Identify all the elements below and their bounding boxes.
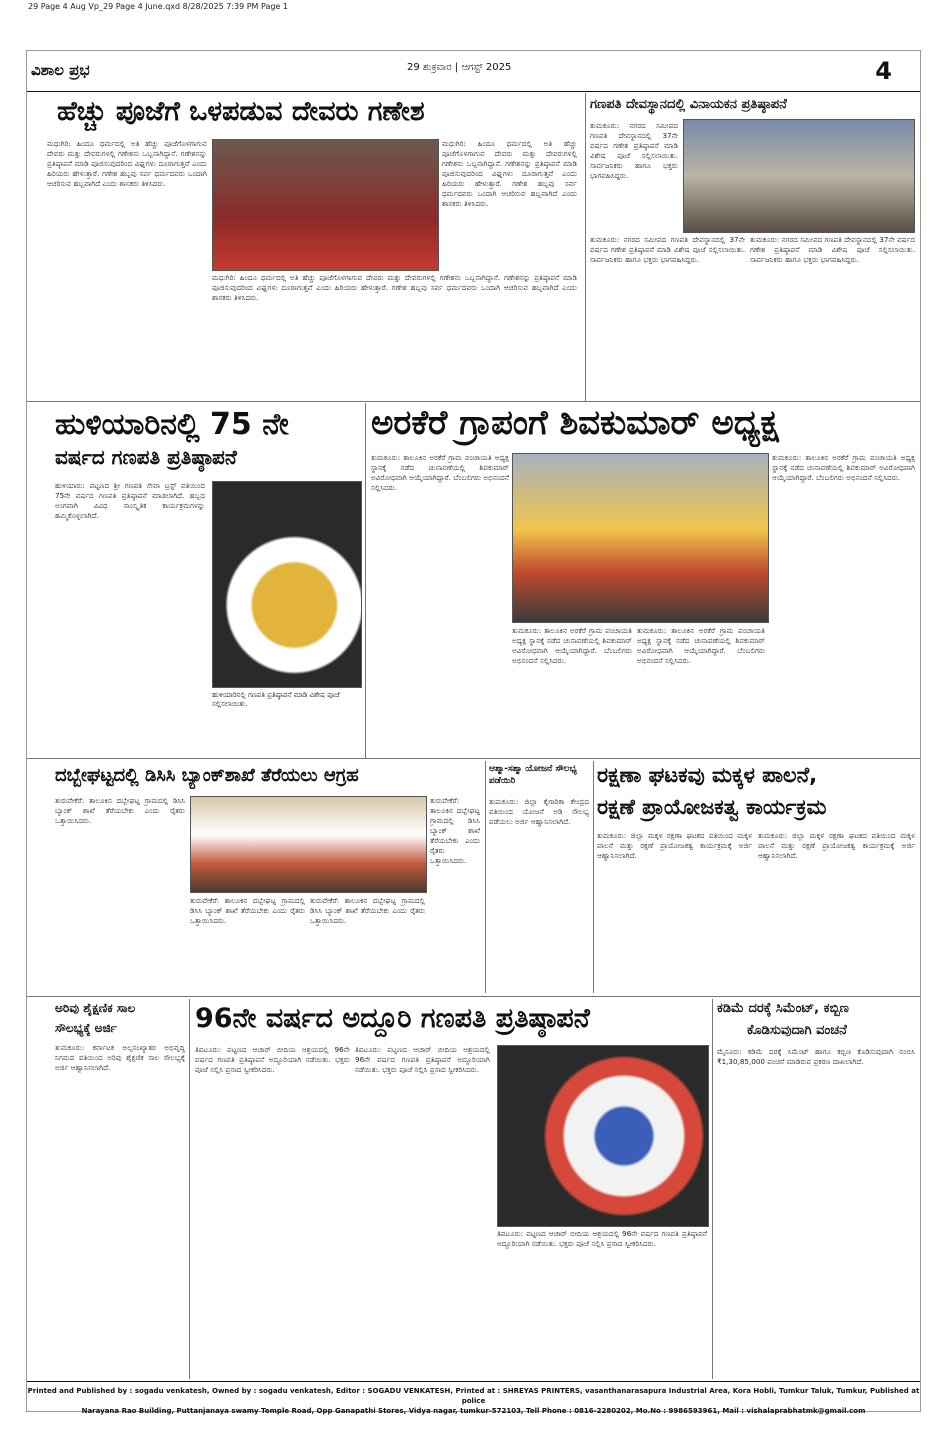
article-5-headline: ದಬ್ಬೇಘಟ್ಟದಲ್ಲಿ ಡಿಸಿಸಿ ಬ್ಯಾಂಕ್‌ಶಾಖೆ ತೆರೆಯಲು ಆಗ್ರಹ <box>55 765 359 786</box>
article-9-body: ತಿಪಟೂರು: ಪಟ್ಟಣದ ಆಚಾರ್ ಬೀದಿಯ ಆಶ್ರಯದಲ್ಲಿ 96ನೇ ವರ್ಷದ ಗಣಪತಿ ಪ್ರತಿಷ್ಠಾಪನೆ ಅದ್ದೂರಿಯಾಗಿ ನಡೆಯಿತು. ಭಕ್ತರು ಪೂಜೆ ಸಲ್ಲಿಸಿ ಪ್ರಸಾದ ಸ್ವೀಕರಿಸಿದರು. <box>195 1045 350 1074</box>
column-rule-2 <box>365 403 366 758</box>
article-8-headline-2: ಸೌಲಭ್ಯಕ್ಕೆ ಅರ್ಜಿ <box>55 1021 117 1035</box>
article-4-body-2: ತುಮಕೂರು: ತಾಲೂಕಿನ ಅರಕೆರೆ ಗ್ರಾಮ ಪಂಚಾಯತಿ ಅಧ್ಯಕ್ಷ ಸ್ಥಾನಕ್ಕೆ ನಡೆದ ಚುನಾವಣೆಯಲ್ಲಿ ಶಿವಕುಮಾರ್ ಅವಿರೋಧವಾಗಿ ಆಯ್ಕೆಯಾಗಿದ್ದಾರೆ. ಬೆಂಬಲಿಗರು ಅಭಿನಂದನೆ ಸಲ್ಲಿಸಿದರು. <box>512 626 632 665</box>
imprint-line-1: Printed and Published by : sogadu venkatesh, Owned by : sogadu venkatesh, Editor : SOGADU VENKATESH, Printed at : SHREYAS PRINTERS, vasanthanarasapura Industrial Area, Kora Hobli, Tumkur Taluk, Tumkur, Published at police <box>27 1387 920 1405</box>
column-rule-3 <box>485 761 486 993</box>
article-4-body-3: ತುಮಕೂರು: ತಾಲೂಕಿನ ಅರಕೆರೆ ಗ್ರಾಮ ಪಂಚಾಯತಿ ಅಧ್ಯಕ್ಷ ಸ್ಥಾನಕ್ಕೆ ನಡೆದ ಚುನಾವಣೆಯಲ್ಲಿ ಶಿವಕುಮಾರ್ ಅವಿರೋಧವಾಗಿ ಆಯ್ಕೆಯಾಗಿದ್ದಾರೆ. ಬೆಂಬಲಿಗರು ಅಭಿನಂದನೆ ಸಲ್ಲಿಸಿದರು. <box>637 626 765 665</box>
crop-header: 29 Page 4 Aug Vp_29 Page 4 June.qxd 8/28/2025 7:39 PM Page 1 <box>28 2 288 11</box>
newspaper-page <box>26 50 921 1415</box>
article-1-headline: ಹೆಚ್ಚು ಪೂಜೆಗೆ ಒಳಪಡುವ ದೇವರು ಗಣೇಶ <box>57 96 425 127</box>
row-rule <box>27 401 920 402</box>
article-1-body-col: ಮಧುಗಿರಿ: ಹಿಂದೂ ಧರ್ಮದಲ್ಲಿ ಅತಿ ಹೆಚ್ಚು ಪೂಜೆಗೊಳಗಾಗುವ ದೇವರು ಮತ್ತು ದೇವರುಗಳಲ್ಲಿ ಗಣೇಶನು ಒಬ್ಬನಾಗಿದ್ದಾನೆ. ಗಣೇಶನನ್ನು ಪ್ರತಿಷ್ಠಾಪನೆ ಮಾಡಿ ಪೂಜಿಸುವುದರಿಂದ ವಿಘ್ನಗಳು ದೂರಾಗುತ್ತವೆ ಎಂದು ಹಿರಿಯರು ಹೇಳುತ್ತಾರೆ. ಗಣೇಶ ಹಬ್ಬವು ಸರ್ವ ಧರ್ಮದವರು ಒಂದಾಗಿ ಆಚರಿಸುವ ಹಬ್ಬವಾಗಿದೆ ಎಂದು ಶಾಸಕರು ತಿಳಿಸಿದರು. <box>442 139 577 208</box>
imprint-line-2: Narayana Rao Building, Puttanjanaya swamy Temple Road, Opp Ganapathi Stores, Vidya nagar, tumkur-572103, Tell Phone : 0816-2280202, Mo.No : 9986593961, Mail : vishalaprabhatmk@gmail.com <box>81 1407 866 1415</box>
article-5-body: ತುರುವೇಕೆರೆ: ತಾಲೂಕಿನ ದಬ್ಬೇಘಟ್ಟ ಗ್ರಾಮದಲ್ಲಿ ಡಿಸಿಸಿ ಬ್ಯಾಂಕ್ ಶಾಖೆ ತೆರೆಯಬೇಕು ಎಂದು ರೈತರು ಒತ್ತಾಯಿಸಿದರು. <box>55 796 185 825</box>
article-5-body-2: ತುರುವೇಕೆರೆ: ತಾಲೂಕಿನ ದಬ್ಬೇಘಟ್ಟ ಗ್ರಾಮದಲ್ಲಿ ಡಿಸಿಸಿ ಬ್ಯಾಂಕ್ ಶಾಖೆ ತೆರೆಯಬೇಕು ಎಂದು ರೈತರು ಒತ್ತಾಯಿಸಿದರು. <box>190 896 305 925</box>
column-rule <box>585 93 586 401</box>
article-2-headline: ಗಣಪತಿ ದೇವಸ್ಥಾನದಲ್ಲಿ ವಿನಾಯಕನ ಪ್ರತಿಷ್ಠಾಪನೆ <box>590 97 787 112</box>
article-8-body: ತುಮಕೂರು: ಕರ್ನಾಟಕ ಅಲ್ಪಸಂಖ್ಯಾತರ ಅಭಿವೃದ್ಧಿ ನಿಗಮದ ವತಿಯಿಂದ ಅರಿವು ಶೈಕ್ಷಣಿಕ ಸಾಲ ಸೌಲಭ್ಯಕ್ಕೆ ಅರ್ಜಿ ಆಹ್ವಾನಿಸಲಾಗಿದೆ. <box>55 1043 185 1072</box>
article-3-body: ಹುಳಿಯಾರು: ಪಟ್ಟಣದ ಶ್ರೀ ಗಣಪತಿ ಸೇವಾ ಟ್ರಸ್ಟ್ ವತಿಯಿಂದ 75ನೇ ವರ್ಷದ ಗಣಪತಿ ಪ್ರತಿಷ್ಠಾಪನೆ ಮಾಡಲಾಗಿದೆ. ಹಬ್ಬದ ಅಂಗವಾಗಿ ವಿವಿಧ ಸಾಂಸ್ಕೃತಿಕ ಕಾರ್ಯಕ್ರಮಗಳನ್ನು ಹಮ್ಮಿಕೊಳ್ಳಲಾಗಿದೆ. <box>55 481 205 520</box>
article-4-body-4: ತುಮಕೂರು: ತಾಲೂಕಿನ ಅರಕೆರೆ ಗ್ರಾಮ ಪಂಚಾಯತಿ ಅಧ್ಯಕ್ಷ ಸ್ಥಾನಕ್ಕೆ ನಡೆದ ಚುನಾವಣೆಯಲ್ಲಿ ಶಿವಕುಮಾರ್ ಅವಿರೋಧವಾಗಿ ಆಯ್ಕೆಯಾಗಿದ್ದಾರೆ. ಬೆಂಬಲಿಗರು ಅಭಿನಂದನೆ ಸಲ್ಲಿಸಿದರು. <box>772 453 915 482</box>
article-4-body: ತುಮಕೂರು: ತಾಲೂಕಿನ ಅರಕೆರೆ ಗ್ರಾಮ ಪಂಚಾಯತಿ ಅಧ್ಯಕ್ಷ ಸ್ಥಾನಕ್ಕೆ ನಡೆದ ಚುನಾವಣೆಯಲ್ಲಿ ಶಿವಕುಮಾರ್ ಅವಿರೋಧವಾಗಿ ಆಯ್ಕೆಯಾಗಿದ್ದಾರೆ. ಬೆಂಬಲಿಗರು ಅಭಿನಂದನೆ ಸಲ್ಲಿಸಿದರು. <box>371 453 509 492</box>
article-4-headline: ಅರಕೆರೆ ಗ್ರಾಪಂಗೆ ಶಿವಕುಮಾರ್ ಅಧ್ಯಕ್ಷ <box>371 403 779 443</box>
article-1-body: ಮಧುಗಿರಿ: ಹಿಂದೂ ಧರ್ಮದಲ್ಲಿ ಅತಿ ಹೆಚ್ಚು ಪೂಜೆಗೊಳಗಾಗುವ ದೇವರು ಮತ್ತು ದೇವರುಗಳಲ್ಲಿ ಗಣೇಶನು ಒಬ್ಬನಾಗಿದ್ದಾನೆ. ಗಣೇಶನನ್ನು ಪ್ರತಿಷ್ಠಾಪನೆ ಮಾಡಿ ಪೂಜಿಸುವುದರಿಂದ ವಿಘ್ನಗಳು ದೂರಾಗುತ್ತವೆ ಎಂದು ಹಿರಿಯರು ಹೇಳುತ್ತಾರೆ. ಗಣೇಶ ಹಬ್ಬವು ಸರ್ವ ಧರ್ಮದವರು ಒಂದಾಗಿ ಆಚರಿಸುವ ಹಬ್ಬವಾಗಿದೆ ಎಂದು ಶಾಸಕರು ತಿಳಿಸಿದರು. <box>47 139 207 188</box>
article-1-photo <box>212 139 439 271</box>
article-3-photo <box>212 481 362 688</box>
article-2-photo <box>683 119 915 233</box>
article-7-headline-2: ರಕ್ಷಣೆ ಪ್ರಾಯೋಜಕತ್ವ ಕಾರ್ಯಕ್ರಮ <box>597 795 827 819</box>
article-9-body-2: ತಿಪಟೂರು: ಪಟ್ಟಣದ ಆಚಾರ್ ಬೀದಿಯ ಆಶ್ರಯದಲ್ಲಿ 96ನೇ ವರ್ಷದ ಗಣಪತಿ ಪ್ರತಿಷ್ಠಾಪನೆ ಅದ್ದೂರಿಯಾಗಿ ನಡೆಯಿತು. ಭಕ್ತರು ಪೂಜೆ ಸಲ್ಲಿಸಿ ಪ್ರಸಾದ ಸ್ವೀಕರಿಸಿದರು. <box>355 1045 490 1074</box>
article-7-body: ತುಮಕೂರು: ಜಿಲ್ಲಾ ಮಕ್ಕಳ ರಕ್ಷಣಾ ಘಟಕದ ವತಿಯಿಂದ ಮಕ್ಕಳ ಪಾಲನೆ ಮತ್ತು ರಕ್ಷಣೆ ಪ್ರಾಯೋಜಕತ್ವ ಕಾರ್ಯಕ್ರಮಕ್ಕೆ ಅರ್ಜಿ ಆಹ್ವಾನಿಸಲಾಗಿದೆ. <box>597 831 752 860</box>
article-5-body-4: ತುರುವೇಕೆರೆ: ತಾಲೂಕಿನ ದಬ್ಬೇಘಟ್ಟ ಗ್ರಾಮದಲ್ಲಿ ಡಿಸಿಸಿ ಬ್ಯಾಂಕ್ ಶಾಖೆ ತೆರೆಯಬೇಕು ಎಂದು ರೈತರು ಒತ್ತಾಯಿಸಿದರು. <box>430 796 480 865</box>
article-4-photo <box>512 453 769 623</box>
column-rule-4 <box>593 761 594 993</box>
article-8-headline: ಅರಿವು ಶೈಕ್ಷಣಿಕ ಸಾಲ <box>55 1001 136 1015</box>
article-1-body-cont: ಮಧುಗಿರಿ: ಹಿಂದೂ ಧರ್ಮದಲ್ಲಿ ಅತಿ ಹೆಚ್ಚು ಪೂಜೆಗೊಳಗಾಗುವ ದೇವರು ಮತ್ತು ದೇವರುಗಳಲ್ಲಿ ಗಣೇಶನು ಒಬ್ಬನಾಗಿದ್ದಾನೆ. ಗಣೇಶನನ್ನು ಪ್ರತಿಷ್ಠಾಪನೆ ಮಾಡಿ ಪೂಜಿಸುವುದರಿಂದ ವಿಘ್ನಗಳು ದೂರಾಗುತ್ತವೆ ಎಂದು ಹಿರಿಯರು ಹೇಳುತ್ತಾರೆ. ಗಣೇಶ ಹಬ್ಬವು ಸರ್ವ ಧರ್ಮದವರು ಒಂದಾಗಿ ಆಚರಿಸುವ ಹಬ್ಬವಾಗಿದೆ ಎಂದು ಶಾಸಕರು ತಿಳಿಸಿದರು. <box>212 273 577 302</box>
column-rule-5 <box>189 999 190 1379</box>
article-9-photo <box>497 1045 709 1227</box>
dateline: 29 ಶುಕ್ರವಾರ | ಆಗಸ್ಟ್ 2025 <box>407 62 512 73</box>
masthead <box>27 51 920 92</box>
article-7-body-2: ತುಮಕೂರು: ಜಿಲ್ಲಾ ಮಕ್ಕಳ ರಕ್ಷಣಾ ಘಟಕದ ವತಿಯಿಂದ ಮಕ್ಕಳ ಪಾಲನೆ ಮತ್ತು ರಕ್ಷಣೆ ಪ್ರಾಯೋಜಕತ್ವ ಕಾರ್ಯಕ್ರಮಕ್ಕೆ ಅರ್ಜಿ ಆಹ್ವಾನಿಸಲಾಗಿದೆ. <box>758 831 915 860</box>
imprint-footer <box>27 1381 920 1415</box>
article-3-caption: ಹುಳಿಯಾರಿನಲ್ಲಿ ಗಣಪತಿ ಪ್ರತಿಷ್ಠಾಪನೆ ಮಾಡಿ ವಿಶೇಷ ಪೂಜೆ ಸಲ್ಲಿಸಲಾಯಿತು. <box>212 691 340 708</box>
article-9-body-3: ತಿಪಟೂರು: ಪಟ್ಟಣದ ಆಚಾರ್ ಬೀದಿಯ ಆಶ್ರಯದಲ್ಲಿ 96ನೇ ವರ್ಷದ ಗಣಪತಿ ಪ್ರತಿಷ್ಠಾಪನೆ ಅದ್ದೂರಿಯಾಗಿ ನಡೆಯಿತು. ಭಕ್ತರು ಪೂಜೆ ಸಲ್ಲಿಸಿ ಪ್ರಸಾದ ಸ್ವೀಕರಿಸಿದರು. <box>497 1229 707 1248</box>
row-rule-3 <box>27 996 920 997</box>
article-10-headline: ಕಡಿಮೆ ದರಕ್ಕೆ ಸಿಮೆಂಟ್, ಕಬ್ಬಿಣ <box>717 1001 849 1016</box>
article-10-headline-2: ಕೊಡಿಸುವುದಾಗಿ ವಂಚನೆ <box>747 1023 847 1038</box>
article-7-headline: ರಕ್ಷಣಾ ಘಟಕವು ಮಕ್ಕಳ ಪಾಲನೆ, <box>597 763 818 787</box>
row-rule-2 <box>27 758 920 759</box>
article-2-body-cont: ತುಮಕೂರು: ನಗರದ ಸಮೀಪದ ಗಣಪತಿ ದೇವಸ್ಥಾನದಲ್ಲಿ 37ನೇ ವರ್ಷದ ಗಣೇಶ ಪ್ರತಿಷ್ಠಾಪನೆ ಮಾಡಿ ವಿಶೇಷ ಪೂಜೆ ಸಲ್ಲಿಸಲಾಯಿತು. ಸಾರ್ವಜನಿಕರು ಹಾಗೂ ಭಕ್ತರು ಭಾಗವಹಿಸಿದ್ದರು. <box>590 235 745 264</box>
article-9-headline: 96ನೇ ವರ್ಷದ ಅದ್ದೂರಿ ಗಣಪತಿ ಪ್ರತಿಷ್ಠಾಪನೆ <box>195 1003 590 1034</box>
article-6-body: ತುಮಕೂರು: ಜಿಲ್ಲಾ ಕೈಗಾರಿಕಾ ಕೇಂದ್ರದ ವತಿಯಿಂದ ಯೋಜನೆ ಅಡಿ ಸೌಲಭ್ಯ ಪಡೆಯಲು ಅರ್ಜಿ ಆಹ್ವಾನಿಸಲಾಗಿದೆ. <box>489 797 589 826</box>
page-number: 4 <box>875 57 892 85</box>
brand-title: ವಿಶಾಲ ಪ್ರಭ <box>31 61 90 79</box>
article-3-headline: ಹುಳಿಯಾರಿನಲ್ಲಿ 75 ನೇ <box>55 407 289 442</box>
article-5-body-3: ತುರುವೇಕೆರೆ: ತಾಲೂಕಿನ ದಬ್ಬೇಘಟ್ಟ ಗ್ರಾಮದಲ್ಲಿ ಡಿಸಿಸಿ ಬ್ಯಾಂಕ್ ಶಾಖೆ ತೆರೆಯಬೇಕು ಎಂದು ರೈತರು ಒತ್ತಾಯಿಸಿದರು. <box>310 896 425 925</box>
article-10-body: ಮೈಸೂರು: ಕಡಿಮೆ ದರಕ್ಕೆ ಸಿಮೆಂಟ್ ಹಾಗೂ ಕಬ್ಬಿಣ ಕೊಡಿಸುವುದಾಗಿ ನಂಬಿಸಿ ₹1,30,85,000 ವಂಚನೆ ಮಾಡಿರುವ ಪ್ರಕರಣ ದಾಖಲಾಗಿದೆ. <box>717 1047 915 1066</box>
article-5-photo <box>190 796 427 893</box>
article-3-headline-2: ವರ್ಷದ ಗಣಪತಿ ಪ್ರತಿಷ್ಠಾಪನೆ <box>55 445 237 469</box>
article-2-body: ತುಮಕೂರು: ನಗರದ ಸಮೀಪದ ಗಣಪತಿ ದೇವಸ್ಥಾನದಲ್ಲಿ 37ನೇ ವರ್ಷದ ಗಣೇಶ ಪ್ರತಿಷ್ಠಾಪನೆ ಮಾಡಿ ವಿಶೇಷ ಪೂಜೆ ಸಲ್ಲಿಸಲಾಯಿತು. ಸಾರ್ವಜನಿಕರು ಹಾಗೂ ಭಕ್ತರು ಭಾಗವಹಿಸಿದ್ದರು. <box>590 121 678 180</box>
column-rule-6 <box>712 999 713 1379</box>
article-6-headline: ಆಶ್ಮಾ-ಸಶ್ಮಾ ಯೋಜನೆ ಸೌಲಭ್ಯ ಪಡೆಯಿರಿ <box>489 764 577 786</box>
article-2-body-col: ತುಮಕೂರು: ನಗರದ ಸಮೀಪದ ಗಣಪತಿ ದೇವಸ್ಥಾನದಲ್ಲಿ 37ನೇ ವರ್ಷದ ಗಣೇಶ ಪ್ರತಿಷ್ಠಾಪನೆ ಮಾಡಿ ವಿಶೇಷ ಪೂಜೆ ಸಲ್ಲಿಸಲಾಯಿತು. ಸಾರ್ವಜನಿಕರು ಹಾಗೂ ಭಕ್ತರು ಭಾಗವಹಿಸಿದ್ದರು. <box>750 235 915 264</box>
